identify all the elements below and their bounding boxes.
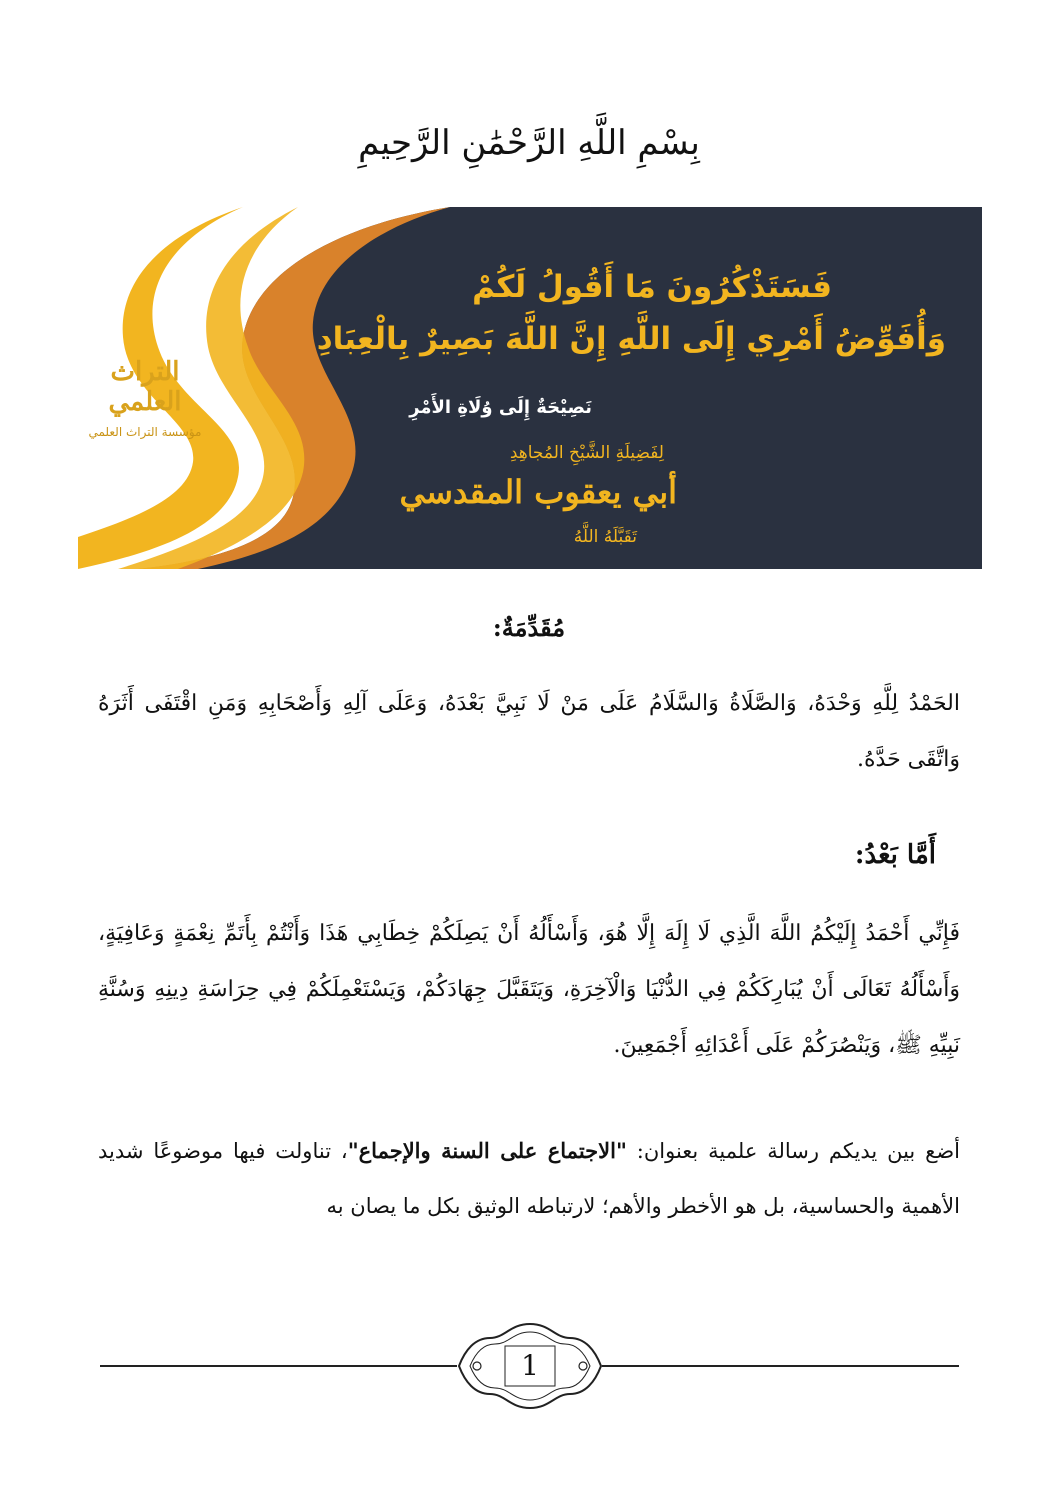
last-paragraph [98, 1123, 960, 1234]
footer-rule-right [602, 1365, 959, 1367]
last-paragraph-rest: ، تناولت فيها موضوعًا شديد الأهمية والحساسية، بل هو الأخطر والأهم؛ لارتباطه الوثيق بكل ما يصان به [98, 1139, 960, 1218]
footer-rule-left [100, 1365, 457, 1367]
banner-author: أبي يعقوب المقدسي [399, 473, 677, 511]
banner-byline: لِفَضِيلَةِ الشَّيْخِ المُجاهِدِ [509, 443, 664, 463]
treatise-title: "الاجتماع على السنة والإجماع" [347, 1138, 627, 1163]
last-paragraph-start: أضع بين يديكم رسالة علمية بعنوان: [626, 1139, 960, 1163]
banner-title-line-1: فَسَتَذْكُرُونَ مَا أَقُولُ لَكُمْ [472, 269, 832, 305]
body-paragraph: فَإِنِّي أَحْمَدُ إِلَيْكُمُ اللَّهَ الَّذِي لَا إِلَهَ إِلَّا هُوَ، وَأَسْأَلُهُ أَنْ يَصِلَكُمْ خِطَابِي هَذَا وَأَنْتُمْ بِأَتَمِّ نِعْمَةٍ وَعَافِيَةٍ، وَأَسْأَلُهُ تَعَالَى أَنْ يُبَارِكَكُمْ فِي الدُّنْيَا وَالْآخِرَةِ، وَيَتَقَبَّلَ جِهَادَكُمْ، وَيَسْتَعْمِلَكُمْ فِي حِرَاسَةِ دِينِهِ وَسُنَّةِ نَبِيِّهِ ﷺ، وَيَنْصُرَكُمْ عَلَى أَعْدَائِهِ أَجْمَعِينَ. [98, 921, 960, 1058]
banner-waves-decoration [78, 207, 982, 569]
basmala: بِسْمِ اللَّهِ الرَّحْمَٰنِ الرَّحِيمِ [358, 123, 700, 163]
logo-name: التراث العلمي [108, 357, 182, 417]
intro-paragraph: الحَمْدُ لِلَّهِ وَحْدَهُ، وَالصَّلَاةُ وَالسَّلَامُ عَلَى مَنْ لَا نَبِيَّ بَعْدَهُ، وَعَلَى آلِهِ وَأَصْحَابِهِ وَمَنِ اقْتَفَى أَثَرَهُ وَاتَّقَى حَدَّهُ. [98, 691, 960, 772]
title-banner [78, 207, 982, 569]
subheading: أَمَّا بَعْدُ: [854, 840, 936, 870]
banner-title-line-2: وَأُفَوِّضُ أَمْرِي إِلَى اللَّهِ إِنَّ اللَّهَ بَصِيرٌ بِالْعِبَادِ [316, 321, 946, 357]
logo-organization: مؤسسة التراث العلمي [88, 425, 202, 439]
page-number: 1 [521, 1349, 539, 1382]
banner-subtitle: نَصِيْحَةٌ إِلَى وُلَاةِ الأَمْرِ [409, 397, 592, 418]
banner-prayer: تَقَبَّلَهُ اللَّهُ [573, 527, 637, 547]
section-heading: مُقَدِّمَةٌ: [492, 613, 566, 642]
